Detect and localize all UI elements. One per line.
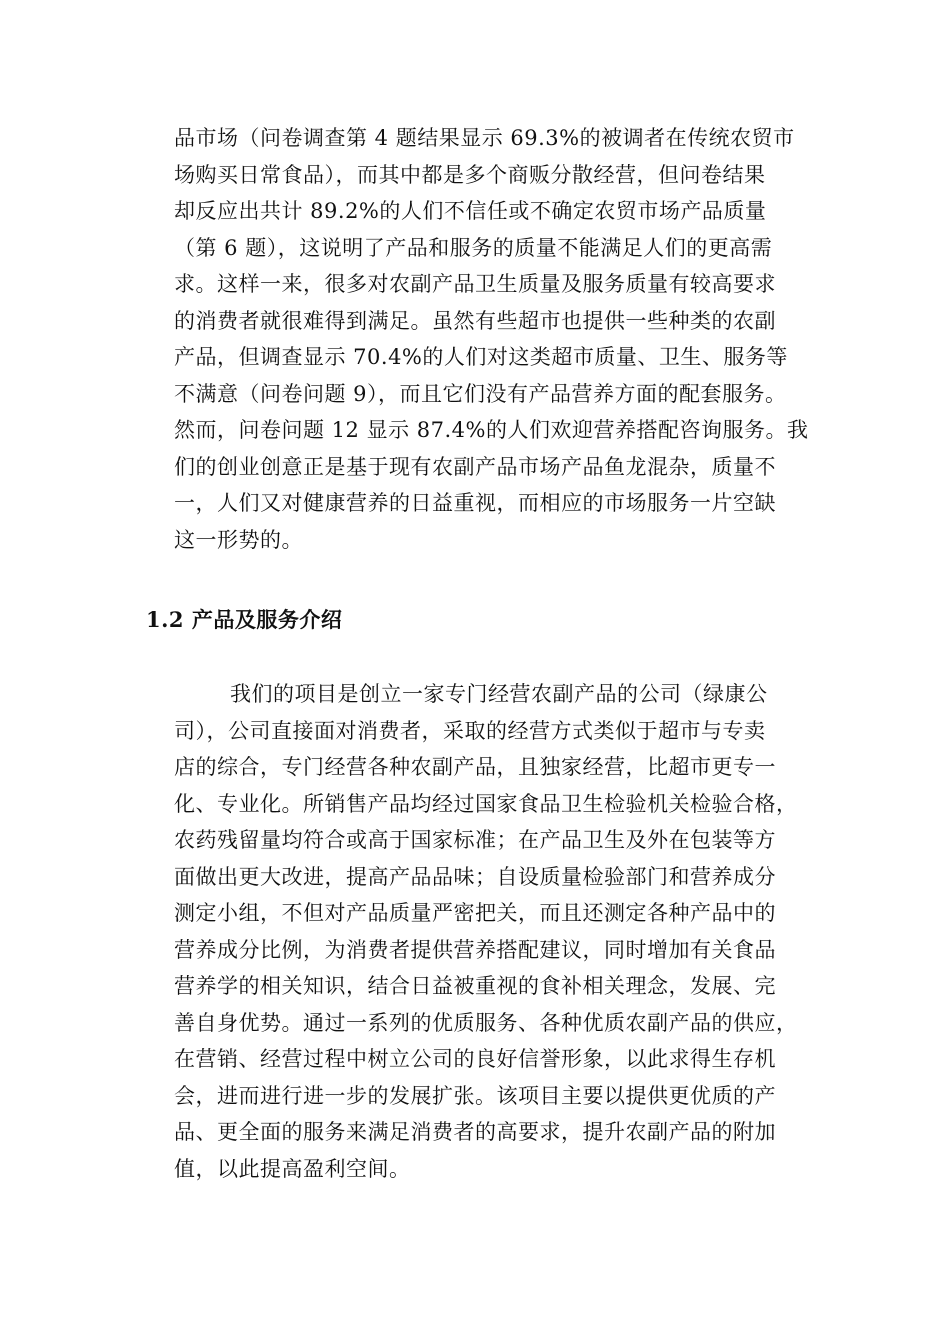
text-line: 的消费者就很难得到满足。虽然有些超市也提供一些种类的农副: [174, 308, 776, 333]
text-line: 却反应出共计 89.2%的人们不信任或不确定农贸市场产品质量: [174, 199, 767, 223]
text-line: 场购买日常食品），而其中都是多个商贩分散经营，但问卷结果: [174, 162, 766, 187]
text-line: 们的创业创意正是基于现有农副产品市场产品鱼龙混杂，质量不: [174, 454, 776, 479]
text-line: 化、专业化。所销售产品均经过国家食品卫生检验机关检验合格，: [174, 791, 798, 816]
text-line: 品市场（问卷调查第 4 题结果显示 69.3%的被调者在传统农贸市: [174, 126, 795, 150]
text-line: 会，进而进行进一步的发展扩张。该项目主要以提供更优质的产: [174, 1083, 776, 1108]
text-line: 营养成分比例，为消费者提供营养搭配建议，同时增加有关食品: [174, 937, 776, 962]
text-line: 值，以此提高盈利空间。: [174, 1156, 411, 1181]
text-line: 不满意（问卷问题 9），而且它们没有产品营养方面的配套服务。: [174, 381, 787, 406]
text-line: 店的综合，专门经营各种农副产品，且独家经营，比超市更专一: [174, 755, 776, 779]
text-line: 面做出更大改进，提高产品品味；自设质量检验部门和营养成分: [174, 864, 776, 889]
text-line: 我们的项目是创立一家专门经营农副产品的公司（绿康公: [230, 682, 768, 706]
section-heading: 1.2 产品及服务介绍: [146, 607, 343, 632]
text-line: 司），公司直接面对消费者，采取的经营方式类似于超市与专卖: [174, 718, 766, 743]
text-line: 然而，问卷问题 12 显示 87.4%的人们欢迎营养搭配咨询服务。我: [174, 418, 809, 442]
text-line: 一，人们又对健康营养的日益重视，而相应的市场服务一片空缺: [174, 491, 776, 515]
text-line: （第 6 题），这说明了产品和服务的质量不能满足人们的更高需: [174, 235, 773, 260]
text-line: 品、更全面的服务来满足消费者的高要求，提升农副产品的附加: [174, 1120, 776, 1144]
text-line: 善自身优势。通过一系列的优质服务、各种优质农副产品的供应，: [174, 1010, 798, 1035]
text-line: 测定小组，不但对产品质量严密把关，而且还测定各种产品中的: [174, 901, 776, 925]
paragraph-product-service-intro: [174, 676, 824, 1187]
text-line: 产品，但调查显示 70.4%的人们对这类超市质量、卫生、服务等: [174, 345, 788, 369]
text-line: 求。这样一来，很多对农副产品卫生质量及服务质量有较高要求: [174, 272, 776, 296]
text-line: 营养学的相关知识，结合日益被重视的食补相关理念，发展、完: [174, 974, 776, 998]
text-line: 在营销、经营过程中树立公司的良好信誉形象，以此求得生存机: [174, 1047, 776, 1071]
text-line: 农药残留量均符合或高于国家标准；在产品卫生及外在包装等方: [174, 828, 776, 852]
text-line: 这一形势的。: [174, 527, 303, 552]
paragraph-market-analysis: [174, 120, 824, 558]
